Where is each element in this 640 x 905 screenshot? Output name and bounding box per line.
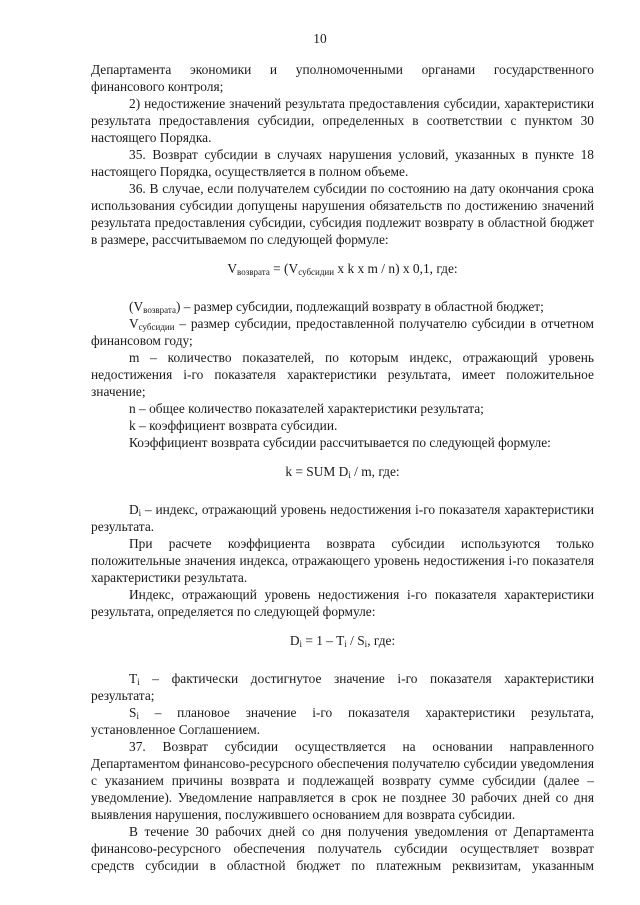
formula-subscript: i [344, 639, 347, 649]
document-body [91, 61, 594, 874]
formula-subscript: субсидии [298, 267, 335, 277]
formula-part: D [289, 633, 300, 648]
definition-v-subsidy [91, 315, 594, 349]
def-text: – плановое значение i-го показателя характеристики результата, установленное Соглашением. [91, 705, 594, 737]
def-subscript: субсидии [138, 322, 175, 332]
def-prefix: V [129, 316, 139, 331]
formula-index [91, 632, 594, 649]
formula-subscript: i [348, 470, 351, 480]
def-subscript: i [137, 677, 140, 687]
def-subscript: возврата [143, 305, 176, 315]
formula-refund [91, 260, 594, 277]
def-prefix: (V [129, 299, 144, 314]
formula-left: k = SUM D [285, 464, 349, 479]
paragraph-35: 35. Возврат субсидии в случаях нарушения условий, указанных в пункте 18 настоящего Порядка, осуществляется в полном объеме. [91, 147, 594, 179]
paragraph-37: 37. Возврат субсидии осуществляется на основании направленного Департаментом финансово-ресурсного обеспечения получателю субсидии уведомления с указанием причины возврата и подлежащей возврату сумме субсидии (далее – уведомление). Уведомление направляется в срок не позднее 30 рабочих дней со дня выявления нарушения, послужившего основанием для возврата субсидии. [91, 739, 594, 822]
formula-mid: = (V [269, 261, 299, 276]
def-text: ) – размер субсидии, подлежащий возврату в областной бюджет; [175, 299, 544, 314]
formula-coefficient [91, 463, 594, 480]
formula-subscript: i [299, 639, 302, 649]
definition-t [91, 670, 594, 704]
paragraph-30-days: В течение 30 рабочих дней со дня получения уведомления от Департамента финансово-ресурсного обеспечения получатель субсидии осуществляет возврат средств субсидии в областной бюджет по платежным реквизитам, указанным [91, 824, 594, 873]
def-subscript: i [138, 508, 142, 518]
def-subscript: i [136, 711, 139, 721]
paragraph-index: Индекс, отражающий уровень недостижения i-го показателя характеристики результата, определяется по следующей формуле: [91, 587, 594, 619]
formula-part: / S [346, 633, 365, 648]
page-number: 10 [313, 31, 327, 46]
paragraph-36: 36. В случае, если получателем субсидии по состоянию на дату окончания срока использования субсидии допущены нарушения обязательств по достижению значений результата предоставления субсидии, субсидия подлежит возврату в областной бюджет в размере, рассчитываемом по следующей формуле: [91, 181, 594, 247]
definition-s [91, 704, 594, 738]
formula-subscript: i [364, 639, 368, 649]
paragraph-coefficient: Коэффициент возврата субсидии рассчитывается по следующей формуле: [129, 435, 551, 450]
formula-part: = 1 – T [302, 633, 345, 648]
def-prefix: T [129, 671, 138, 686]
formula-tail: x k x m / n) x 0,1, где: [334, 261, 458, 276]
definition-d [91, 501, 594, 535]
definition-m: m – количество показателей, по которым индекс, отражающий уровень недостижения i-го показателя характеристики результата, имеет положительное значение; [91, 350, 594, 399]
paragraph-positive-values: При расчете коэффициента возврата субсидии используются только положительные значения индекса, отражающего уровень недостижения i-го показателя характеристики результата. [91, 536, 594, 585]
definition-n: n – общее количество показателей характеристики результата; [129, 401, 484, 416]
definition-v-refund [91, 298, 594, 315]
def-prefix: S [129, 705, 137, 720]
def-text: – индекс, отражающий уровень недостижения i-го показателя характеристики результата. [91, 502, 594, 534]
formula-var: V [227, 261, 238, 276]
definition-k: k – коэффициент возврата субсидии. [129, 418, 338, 433]
def-text: – размер субсидии, предоставленной получателю субсидии в отчетном финансовом году; [91, 316, 594, 348]
def-prefix: D [129, 502, 139, 517]
formula-part: , где: [367, 633, 396, 648]
paragraph-item-2: 2) недостижение значений результата предоставления субсидии, характеристики результата предоставления субсидии, определенных в соответствии с пунктом 30 настоящего Порядка. [91, 96, 594, 145]
formula-subscript: возврата [237, 267, 270, 277]
def-text: – фактически достигнутое значение i-го показателя характеристики результата; [91, 671, 594, 703]
paragraph-continued: Департамента экономики и уполномоченными органами государственного финансового контроля; [91, 62, 594, 94]
formula-right: / m, где: [350, 464, 400, 479]
